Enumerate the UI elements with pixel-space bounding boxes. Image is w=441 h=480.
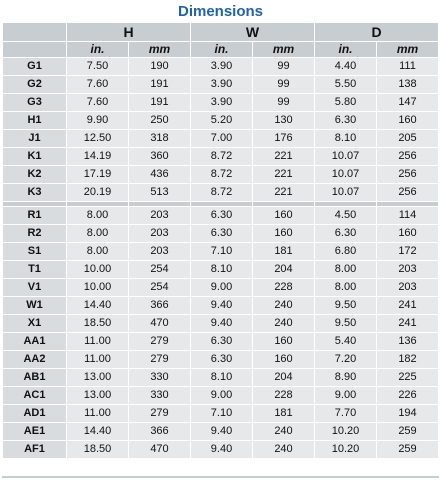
table-row [3,225,439,243]
value-cell: 114 [377,207,439,225]
value-cell: 205 [377,130,439,148]
value-cell: 279 [129,405,191,423]
value-cell: 160 [253,333,315,351]
table-row [3,387,439,405]
row-label: V1 [3,279,67,297]
value-cell: 279 [129,333,191,351]
value-cell: 160 [377,112,439,130]
value-cell: 6.30 [191,333,253,351]
value-cell: 7.70 [315,405,377,423]
table-row [3,94,439,112]
value-cell: 9.90 [67,112,129,130]
table-row [3,130,439,148]
value-cell: 7.10 [191,405,253,423]
value-cell: 14.19 [67,148,129,166]
unit-header: mm [377,42,439,58]
value-cell: 5.80 [315,94,377,112]
value-cell: 8.00 [67,207,129,225]
table-row [3,279,439,297]
value-cell: 204 [253,261,315,279]
value-cell: 10.07 [315,148,377,166]
value-cell: 436 [129,166,191,184]
value-cell: 6.30 [315,225,377,243]
row-label: AA1 [3,333,67,351]
row-label: W1 [3,297,67,315]
row-label: S1 [3,243,67,261]
value-cell: 9.50 [315,315,377,333]
value-cell: 203 [129,207,191,225]
value-cell: 191 [129,94,191,112]
group-header-w: W [191,23,315,42]
value-cell: 228 [253,387,315,405]
value-cell: 6.80 [315,243,377,261]
value-cell: 8.00 [67,225,129,243]
value-cell: 221 [253,166,315,184]
value-cell: 160 [253,207,315,225]
value-cell: 6.30 [191,225,253,243]
table-row [3,333,439,351]
value-cell: 136 [377,333,439,351]
value-cell: 10.20 [315,441,377,459]
value-cell: 250 [129,112,191,130]
value-cell: 4.50 [315,207,377,225]
value-cell: 8.10 [191,369,253,387]
value-cell: 191 [129,76,191,94]
value-cell: 5.20 [191,112,253,130]
row-label: AE1 [3,423,67,441]
row-label: R1 [3,207,67,225]
value-cell: 8.00 [67,243,129,261]
value-cell: 203 [377,279,439,297]
value-cell: 13.00 [67,387,129,405]
value-cell: 203 [377,261,439,279]
value-cell: 18.50 [67,441,129,459]
value-cell: 9.00 [191,279,253,297]
value-cell: 8.10 [191,261,253,279]
row-label: AC1 [3,387,67,405]
table-row [3,369,439,387]
row-label: G1 [3,58,67,76]
corner-cell [3,42,67,58]
value-cell: 11.00 [67,333,129,351]
value-cell: 240 [253,423,315,441]
table-row [3,297,439,315]
table-row [3,166,439,184]
value-cell: 130 [253,112,315,130]
value-cell: 9.40 [191,441,253,459]
value-cell: 203 [129,225,191,243]
value-cell: 256 [377,166,439,184]
value-cell: 182 [377,351,439,369]
value-cell: 10.00 [67,261,129,279]
value-cell: 366 [129,297,191,315]
value-cell: 17.19 [67,166,129,184]
table-row [3,351,439,369]
value-cell: 241 [377,297,439,315]
value-cell: 6.30 [315,112,377,130]
value-cell: 256 [377,184,439,202]
group-header-h: H [67,23,191,42]
value-cell: 221 [253,148,315,166]
value-cell: 99 [253,76,315,94]
value-cell: 194 [377,405,439,423]
value-cell: 8.72 [191,166,253,184]
row-label: K3 [3,184,67,202]
value-cell: 9.00 [191,387,253,405]
unit-header-row [3,42,439,58]
value-cell: 7.20 [315,351,377,369]
value-cell: 160 [253,351,315,369]
value-cell: 226 [377,387,439,405]
row-label: T1 [3,261,67,279]
value-cell: 160 [377,225,439,243]
value-cell: 10.00 [67,279,129,297]
value-cell: 7.00 [191,130,253,148]
value-cell: 259 [377,441,439,459]
value-cell: 240 [253,315,315,333]
value-cell: 13.00 [67,369,129,387]
value-cell: 4.40 [315,58,377,76]
value-cell: 279 [129,351,191,369]
value-cell: 14.40 [67,423,129,441]
table-row [3,405,439,423]
row-label: K1 [3,148,67,166]
table-row [3,76,439,94]
value-cell: 7.60 [67,76,129,94]
value-cell: 225 [377,369,439,387]
value-cell: 6.30 [191,351,253,369]
value-cell: 240 [253,441,315,459]
value-cell: 221 [253,184,315,202]
table-body [3,58,439,459]
row-label: AA2 [3,351,67,369]
value-cell: 160 [253,225,315,243]
value-cell: 254 [129,261,191,279]
value-cell: 9.00 [315,387,377,405]
value-cell: 7.60 [67,94,129,112]
value-cell: 14.40 [67,297,129,315]
table-row [3,261,439,279]
unit-header: in. [315,42,377,58]
table-row [3,441,439,459]
unit-header: in. [191,42,253,58]
table-row [3,315,439,333]
value-cell: 240 [253,297,315,315]
value-cell: 3.90 [191,76,253,94]
group-header-d: D [315,23,439,42]
value-cell: 228 [253,279,315,297]
corner-cell [3,23,67,42]
unit-header: mm [129,42,191,58]
row-label: X1 [3,315,67,333]
row-label: H1 [3,112,67,130]
value-cell: 366 [129,423,191,441]
table-row [3,243,439,261]
row-label: R2 [3,225,67,243]
unit-header: in. [67,42,129,58]
value-cell: 10.07 [315,166,377,184]
value-cell: 20.19 [67,184,129,202]
value-cell: 7.50 [67,58,129,76]
table-row [3,148,439,166]
row-label: AD1 [3,405,67,423]
value-cell: 181 [253,243,315,261]
value-cell: 259 [377,423,439,441]
value-cell: 190 [129,58,191,76]
value-cell: 181 [253,405,315,423]
row-label: G3 [3,94,67,112]
value-cell: 3.90 [191,58,253,76]
value-cell: 8.72 [191,184,253,202]
value-cell: 6.30 [191,207,253,225]
unit-header: mm [253,42,315,58]
value-cell: 9.50 [315,297,377,315]
value-cell: 470 [129,315,191,333]
value-cell: 5.40 [315,333,377,351]
value-cell: 204 [253,369,315,387]
value-cell: 470 [129,441,191,459]
value-cell: 9.40 [191,423,253,441]
value-cell: 513 [129,184,191,202]
value-cell: 138 [377,76,439,94]
table-row [3,207,439,225]
row-label: G2 [3,76,67,94]
value-cell: 330 [129,387,191,405]
value-cell: 241 [377,315,439,333]
row-label: J1 [3,130,67,148]
value-cell: 8.00 [315,261,377,279]
value-cell: 8.90 [315,369,377,387]
table-row [3,184,439,202]
table-row [3,112,439,130]
value-cell: 9.40 [191,297,253,315]
row-label: K2 [3,166,67,184]
value-cell: 8.72 [191,148,253,166]
row-label: AF1 [3,441,67,459]
value-cell: 172 [377,243,439,261]
value-cell: 147 [377,94,439,112]
dimensions-table [2,22,439,459]
value-cell: 330 [129,369,191,387]
table-title: Dimensions [177,3,264,20]
value-cell: 99 [253,58,315,76]
value-cell: 8.10 [315,130,377,148]
value-cell: 99 [253,94,315,112]
value-cell: 18.50 [67,315,129,333]
value-cell: 203 [129,243,191,261]
value-cell: 318 [129,130,191,148]
value-cell: 8.00 [315,279,377,297]
value-cell: 360 [129,148,191,166]
value-cell: 12.50 [67,130,129,148]
value-cell: 254 [129,279,191,297]
value-cell: 11.00 [67,405,129,423]
value-cell: 10.07 [315,184,377,202]
value-cell: 9.40 [191,315,253,333]
value-cell: 256 [377,148,439,166]
value-cell: 3.90 [191,94,253,112]
value-cell: 176 [253,130,315,148]
value-cell: 5.50 [315,76,377,94]
table-row [3,423,439,441]
row-label: AB1 [3,369,67,387]
value-cell: 11.00 [67,351,129,369]
value-cell: 111 [377,58,439,76]
bottom-divider [2,476,439,478]
table-row [3,58,439,76]
value-cell: 10.20 [315,423,377,441]
group-header-row [3,23,439,42]
value-cell: 7.10 [191,243,253,261]
